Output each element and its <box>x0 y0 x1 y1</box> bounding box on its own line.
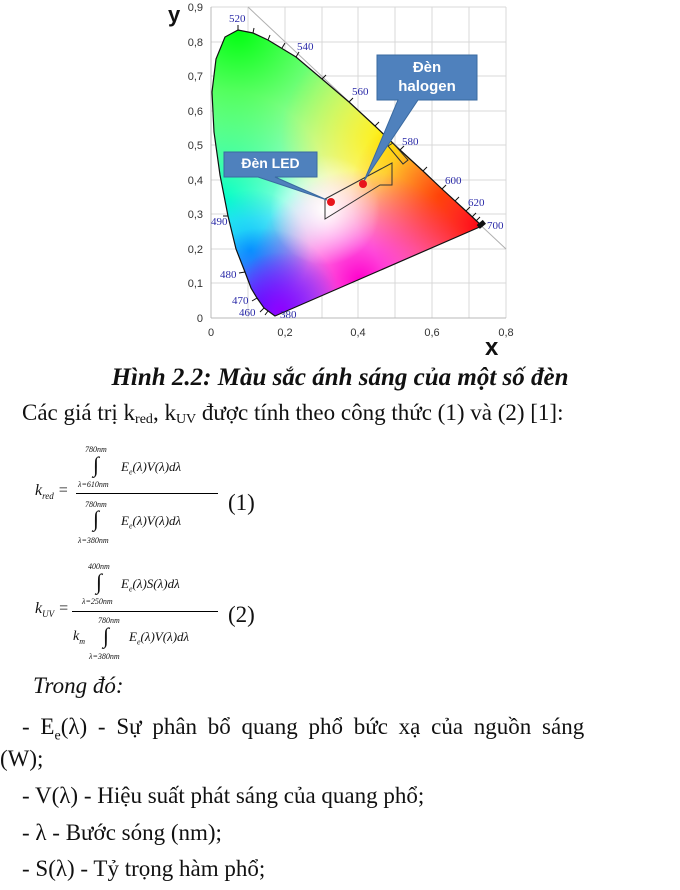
intro-text-mid: , k <box>152 400 176 425</box>
halogen-callout-line1: Đèn <box>412 59 442 76</box>
eq2-num-integral-icon: ∫ <box>96 569 103 594</box>
eq2-den-lower: λ=380nm <box>89 652 120 661</box>
where-item-lambda: - λ - Bước sóng (nm); <box>22 820 222 845</box>
svg-text:600: 600 <box>445 175 462 187</box>
y-axis-label: y <box>168 2 181 27</box>
eq1-num-body: $E_e(\lambda)V(\lambda)d\lambda$ <box>121 459 182 477</box>
svg-text:380: 380 <box>280 309 297 321</box>
where-heading: Trong đó: <box>33 673 124 698</box>
svg-text:0,4: 0,4 <box>350 327 366 339</box>
svg-text:560: 560 <box>352 86 369 98</box>
eq2-num-lower: λ=250nm <box>82 597 113 606</box>
intro-sub-uv: UV <box>175 412 197 427</box>
eq1-den-integral-icon: ∫ <box>93 506 100 531</box>
x-tick-labels <box>208 327 514 339</box>
svg-text:0,6: 0,6 <box>187 106 203 118</box>
eq1-den-body: $E_e(\lambda)V(\lambda)d\lambda$ <box>121 513 182 531</box>
eq2-den-prefix: $k_m$ <box>73 629 85 646</box>
where-item-v: - V(λ) - Hiệu suất phát sáng của quang phổ; <box>22 783 425 808</box>
where-item-s: - S(λ) - Tỷ trọng hàm phổ; <box>22 856 266 881</box>
svg-text:0,8: 0,8 <box>498 327 514 339</box>
svg-text:0,1: 0,1 <box>187 278 203 290</box>
halogen-callout-line2: halogen <box>398 78 456 95</box>
eq1-den-lower: λ=380nm <box>78 536 109 545</box>
svg-text:0: 0 <box>207 327 215 339</box>
svg-text:0,5: 0,5 <box>187 140 203 152</box>
eq1-num-upper: 780nm <box>85 445 107 454</box>
cie-chromaticity-chart <box>0 0 680 360</box>
intro-sub-red: red <box>135 412 153 427</box>
where-item-ee: - $E_e(\lambda)$ - Sự phân bổ quang phổ bức xạ của nguồn sáng <box>22 714 585 744</box>
eq2-num-body: $E_e(\lambda)S(\lambda)d\lambda$ <box>121 576 180 594</box>
eq2-lhs: $k_{UV}$ = <box>35 600 69 620</box>
intro-text-after: được tính theo công thức (1) và (2) [1]: <box>196 400 564 425</box>
svg-text:0,2: 0,2 <box>187 244 203 256</box>
eq1-num-integral-icon: ∫ <box>93 452 100 477</box>
eq1-number: (1) <box>228 490 255 515</box>
svg-text:0,2: 0,2 <box>277 327 293 339</box>
intro-paragraph <box>22 400 563 428</box>
figure-caption: Hình 2.2: Màu sắc ánh sáng của một số đèn <box>111 364 569 391</box>
svg-text:520: 520 <box>229 13 246 25</box>
eq1-num-lower: λ=610nm <box>78 480 109 489</box>
svg-text:480: 480 <box>220 269 237 281</box>
svg-text:0,8: 0,8 <box>187 37 203 49</box>
eq1-fraction-line <box>76 493 218 494</box>
svg-text:580: 580 <box>402 136 419 148</box>
chart-svg <box>0 0 680 360</box>
svg-text:470: 470 <box>232 295 249 307</box>
halogen-callout-label <box>377 58 477 96</box>
svg-text:0,3: 0,3 <box>187 209 203 221</box>
eq2-den-upper: 780nm <box>98 616 120 625</box>
led-callout-label: Đèn LED <box>241 155 300 171</box>
eq2-den-body: $E_e(\lambda)V(\lambda)d\lambda$ <box>129 629 190 647</box>
svg-text:0,6: 0,6 <box>424 327 440 339</box>
svg-text:490: 490 <box>211 216 228 228</box>
intro-text-before: Các giá trị k <box>22 400 136 425</box>
svg-text:460: 460 <box>239 307 256 319</box>
svg-text:0,9: 0,9 <box>187 2 203 14</box>
svg-text:700: 700 <box>487 220 504 232</box>
y-tick-labels <box>188 2 203 325</box>
where-item-ee-cont: (W); <box>0 746 44 771</box>
eq2-number: (2) <box>228 602 255 627</box>
svg-text:540: 540 <box>297 41 314 53</box>
svg-text:0: 0 <box>196 313 203 325</box>
x-axis-label: x <box>485 334 499 361</box>
eq2-num-upper: 400nm <box>88 562 110 571</box>
halogen-point <box>359 180 367 188</box>
svg-text:0,4: 0,4 <box>187 175 203 187</box>
eq2-den-integral-icon: ∫ <box>103 623 110 648</box>
eq1-den-upper: 780nm <box>85 500 107 509</box>
led-point <box>327 198 335 206</box>
svg-text:0,7: 0,7 <box>187 71 203 83</box>
svg-text:620: 620 <box>468 197 485 209</box>
eq2-fraction-line <box>72 611 218 612</box>
eq1-lhs: $k_{red}$ = <box>35 482 69 502</box>
